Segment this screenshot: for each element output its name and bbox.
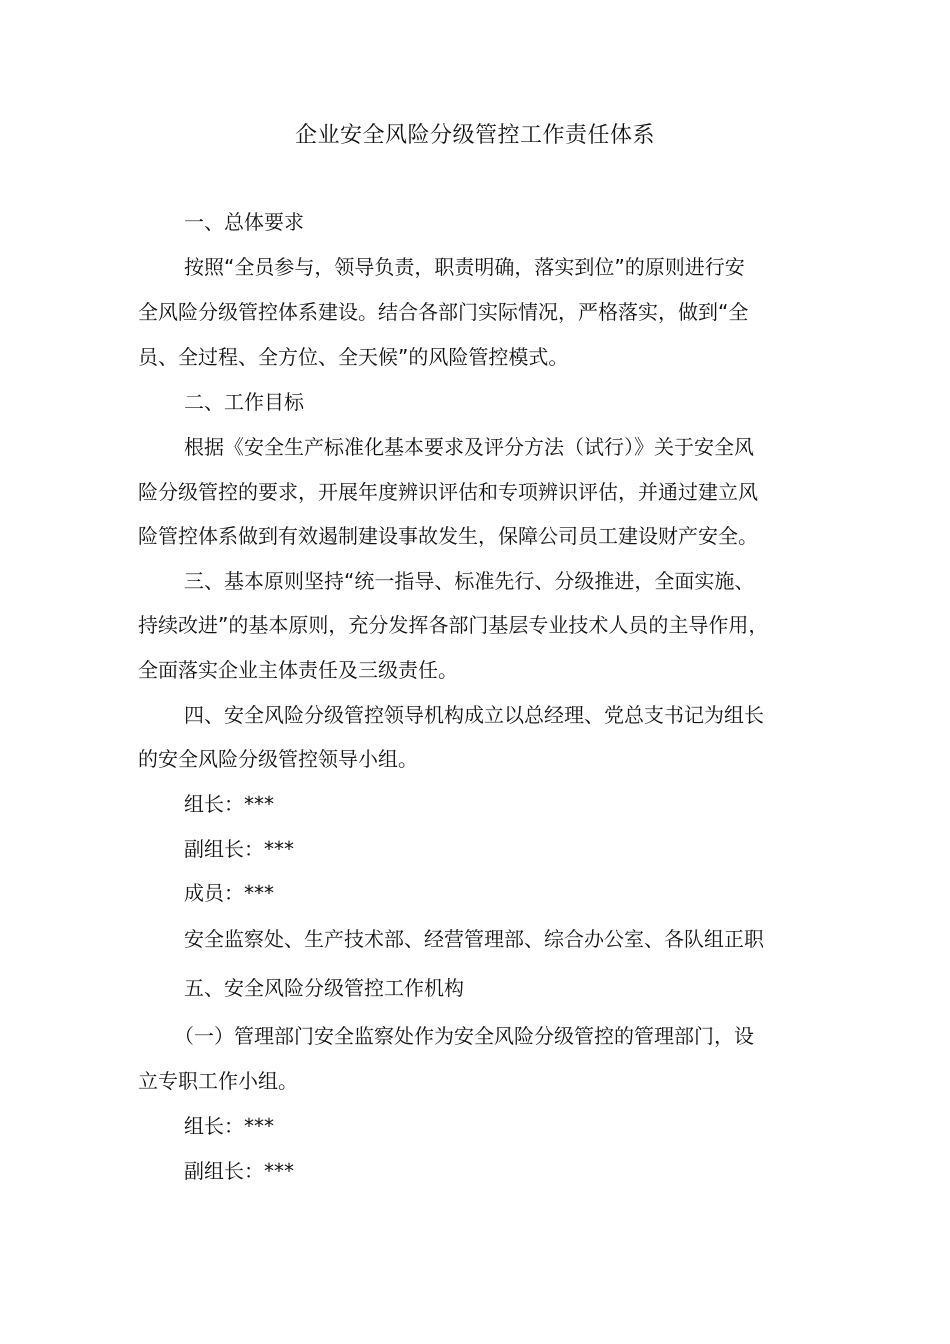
members-line: 成员：***	[184, 881, 274, 905]
section-heading-work-organization: 五、安全风险分级管控工作机构	[184, 976, 464, 1000]
paragraph-line: 的安全风险分级管控领导小组。	[138, 747, 418, 771]
leader-line: 组长：***	[184, 792, 274, 816]
section-heading-general-requirements: 一、总体要求	[184, 210, 304, 234]
section-heading-basic-principles: 三、基本原则坚持“统一指导、标准先行、分级推进，全面实施、	[184, 569, 755, 593]
deputy-leader-line: 副组长：***	[184, 837, 294, 861]
section-heading-work-goals: 二、工作目标	[184, 390, 304, 414]
departments-line: 安全监察处、生产技术部、经营管理部、综合办公室、各队组正职	[184, 927, 764, 951]
paragraph-line: 根据《安全生产标准化基本要求及评分方法（试行）》关于安全风	[184, 435, 754, 459]
paragraph-line: 险管控体系做到有效遏制建设事故发生，保障公司员工建设财产安全。	[138, 524, 758, 548]
section-heading-leadership: 四、安全风险分级管控领导机构成立以总经理、党总支书记为组长	[184, 703, 764, 727]
subsection-management-department: （一）管理部门安全监察处作为安全风险分级管控的管理部门，设	[174, 1024, 754, 1048]
paragraph-line: 立专职工作小组。	[138, 1069, 298, 1093]
paragraph-line: 员、全过程、全方位、全天候”的风险管控模式。	[138, 345, 569, 369]
document-title: 企业安全风险分级管控工作责任体系	[294, 123, 655, 148]
leader-line: 组长：***	[184, 1114, 274, 1138]
paragraph-line: 全面落实企业主体责任及三级责任。	[138, 658, 458, 682]
paragraph-line: 按照“全员参与，领导负责，职责明确，落实到位”的原则进行安	[184, 255, 745, 279]
paragraph-line: 险分级管控的要求，开展年度辨识评估和专项辨识评估，并通过建立风	[138, 480, 758, 504]
paragraph-line: 全风险分级管控体系建设。结合各部门实际情况，严格落实，做到“全	[138, 300, 749, 324]
deputy-leader-line: 副组长：***	[184, 1159, 294, 1183]
paragraph-line: 持续改进”的基本原则，充分发挥各部门基层专业技术人员的主导作用，	[138, 613, 769, 637]
